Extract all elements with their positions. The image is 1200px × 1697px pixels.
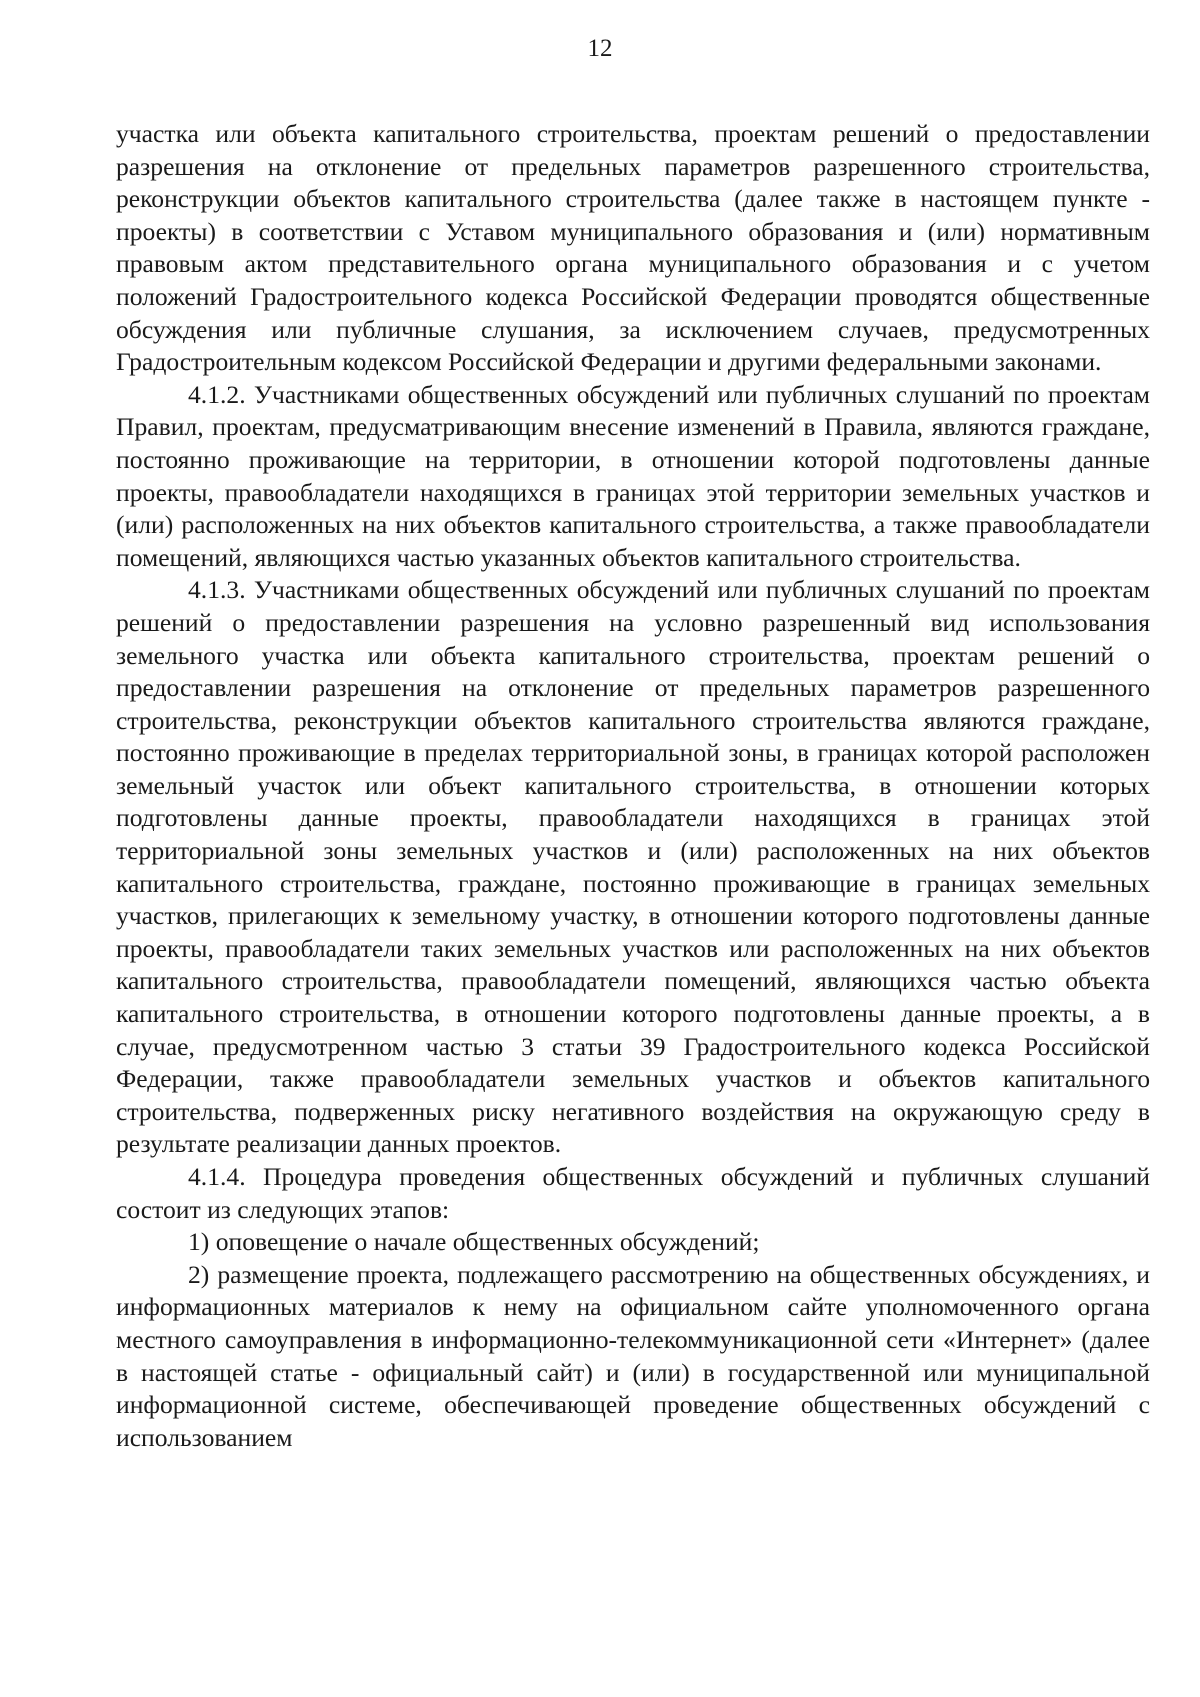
list-item-1: 1) оповещение о начале общественных обсуждений; bbox=[188, 1227, 760, 1257]
list-item-2: 2) размещение проекта, подлежащего рассмотрению на общественных обсуждениях, и информационных материалов к нему на официальном сайте уполномоченного органа местного самоуправления в информационно-телекоммуникационной сети «Интернет» (далее в настоящей статье - официальный сайт) и (или) в государственной или муниципальной информационной системе, обеспечивающей проведение общественных обсуждений с использованием bbox=[116, 1259, 1150, 1452]
paragraph-continuation: участка или объекта капитального строительства, проектам решений о предоставлении разрешения на отклонение от предельных параметров разрешенного строительства, реконструкции объектов капитального строительства (далее также в настоящем пункте - проекты) в соответствии с Уставом муниципального образования и (или) нормативным правовым актом представительного органа муниципального образования и с учетом положений Градостроительного кодекса Российской Федерации проводятся общественные обсуждения или публичные слушания, за исключением случаев, предусмотренных Градостроительным кодексом Российской Федерации и другими федеральными законами. bbox=[116, 119, 1150, 377]
page-number: 12 bbox=[587, 35, 613, 62]
paragraph-4-1-2: 4.1.2. Участниками общественных обсуждений или публичных слушаний по проектам Правил, проектам, предусматривающим внесение изменений в Правила, являются граждане, постоянно проживающие на территории, в отношении которой подготовлены данные проекты, правообладатели находящихся в границах этой территории земельных участков и (или) расположенных на них объектов капитального строительства, а также правообладатели помещений, являющихся частью указанных объектов капитального строительства. bbox=[116, 379, 1150, 572]
document-body bbox=[116, 118, 1150, 1454]
paragraph-4-1-4: 4.1.4. Процедура проведения общественных обсуждений и публичных слушаний состоит из следующих этапов: bbox=[116, 1162, 1150, 1224]
paragraph-4-1-3: 4.1.3. Участниками общественных обсуждений или публичных слушаний по проектам решений о предоставлении разрешения на условно разрешенный вид использования земельного участка или объекта капитального строительства, проектам решений о предоставлении разрешения на отклонение от предельных параметров разрешенного строительства, реконструкции объектов капитального строительства являются граждане, постоянно проживающие в пределах территориальной зоны, в границах которой расположен земельный участок или объект капитального строительства, в отношении которых подготовлены данные проекты, правообладатели находящихся в границах этой территориальной зоны земельных участков и (или) расположенных на них объектов капитального строительства, граждане, постоянно проживающие в границах земельных участков, прилегающих к земельному участку, в отношении которого подготовлены данные проекты, правообладатели таких земельных участков или расположенных на них объектов капитального строительства, правообладатели помещений, являющихся частью объекта капитального строительства, в отношении которого подготовлены данные проекты, а в случае, предусмотренном частью 3 статьи 39 Градостроительного кодекса Российской Федерации, также правообладатели земельных участков и объектов капитального строительства, подверженных риску негативного воздействия на окружающую среду в результате реализации данных проектов. bbox=[116, 575, 1150, 1159]
